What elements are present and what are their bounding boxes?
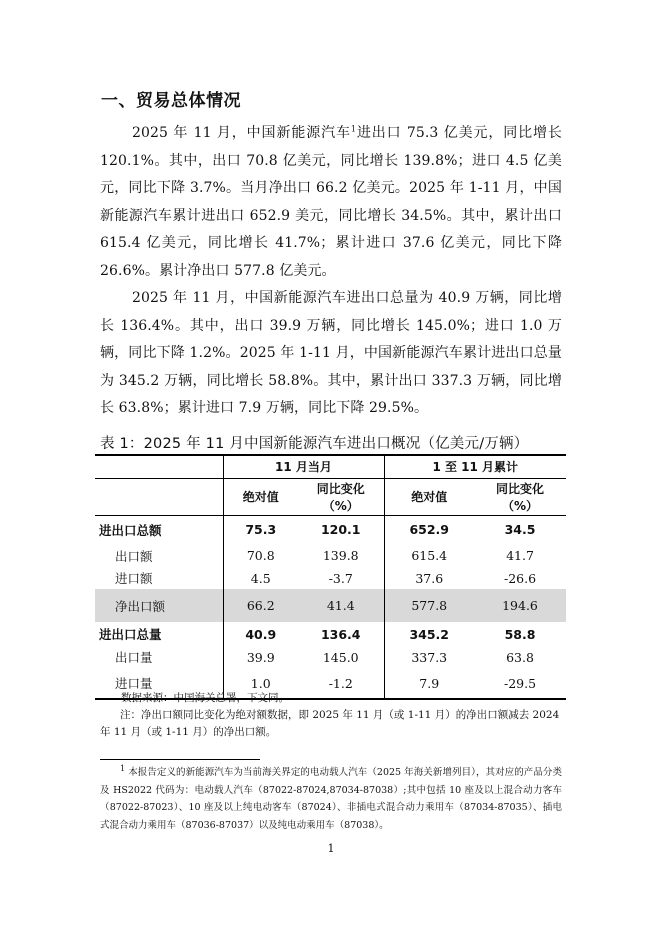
cell-value: 37.6 <box>384 567 474 589</box>
col-header-yoy-month <box>298 478 384 515</box>
cell-value: 58.8 <box>504 626 536 642</box>
cell-value: -3.7 <box>328 570 353 586</box>
cell-value: -26.6 <box>503 570 537 586</box>
table-corner-cell <box>95 455 223 478</box>
row-label: 出口额 <box>115 548 153 564</box>
paragraph-trade-value-start: 2025 年 11 月，中国新能源汽车 <box>132 125 351 141</box>
row-label: 进出口总量 <box>99 627 162 642</box>
row-label: 净出口额 <box>95 589 223 622</box>
footnote-divider <box>100 759 260 760</box>
cell-value: 4.5 <box>223 567 298 589</box>
cell-value: 63.8 <box>506 649 534 665</box>
footnote-text: 本报告定义的新能源汽车为当前海关界定的电动载人汽车（2025 年海关新增列目），其对应的产品分类及 HS2022 代码为：电动载人汽车（87022-87024,87034-87038）;其中包括 10 座及以上混合动力客车（87022-87023）、10 座及以上纯电动客车（87024）、非插电式混合动力乘用车（87034-87035）、插电式混合动力乘用车（87036-87037）以及纯电动乘用车（87038）。 <box>100 767 562 831</box>
table-row <box>95 544 566 567</box>
col-header-yoy-cum-l2: （%） <box>501 498 539 513</box>
col-header-yoy-cumulative <box>474 478 566 515</box>
table-row <box>95 567 566 589</box>
cell-value: 7.9 <box>384 668 474 699</box>
paragraph-trade-value <box>100 120 562 286</box>
cell-value: 345.2 <box>384 622 474 646</box>
row-label: 进口量 <box>95 668 223 699</box>
cell-value: -29.5 <box>474 668 566 699</box>
footnote-number: 1 <box>120 763 126 773</box>
cell-value: 337.3 <box>384 646 474 668</box>
col-header-yoy-month-l2: （%） <box>322 498 359 513</box>
table-group-header-row <box>95 455 566 478</box>
table-row-highlighted <box>95 589 566 622</box>
row-label: 进口额 <box>115 571 153 586</box>
row-label: 出口量 <box>115 650 153 665</box>
cell-value: 136.4 <box>320 626 361 642</box>
cell-value: 75.3 <box>223 515 298 544</box>
page-number: 1 <box>327 842 335 855</box>
cell-value: 1.0 <box>223 668 298 699</box>
table-row <box>95 515 566 544</box>
row-label: 进出口总额 <box>99 522 162 538</box>
col-header-yoy-cum-l1: 同比变化 <box>495 481 544 496</box>
table-row <box>95 622 566 646</box>
cell-value: 41.4 <box>298 589 384 622</box>
table-caption: 表 1：2025 年 11 月中国新能源汽车进出口概况（亿美元/万辆） <box>100 436 529 452</box>
cell-value: 34.5 <box>504 522 536 538</box>
table-column-header-row <box>95 478 566 515</box>
cell-value: 139.8 <box>322 548 359 563</box>
footnote <box>100 764 562 834</box>
cell-value: 120.1 <box>320 522 361 538</box>
group-header-cumulative: 1 至 11 月累计 <box>384 455 566 478</box>
paragraph-trade-value-rest: 进出口 75.3 亿美元，同比增长 120.1%。其中，出口 70.8 亿美元，同比增长 139.8%；进口 4.5 亿美元，同比下降 3.7%。当月净出口 66.2 亿美元。2025 年 1-11 月，中国新能源汽车累计进出口 652.9 美元，同比增长 34.5%。其中，累计出口 615.4 亿美元，同比增长 41.7%；累计进口 37.6 亿美元，同比下降 26.6%。累计净出口 577.8 亿美元。 <box>100 125 562 279</box>
table-source-note: 数据来源：中国海关总署，下文同。 <box>121 692 289 704</box>
table-row <box>95 646 566 668</box>
cell-value: 70.8 <box>223 544 298 567</box>
cell-value: 194.6 <box>474 589 566 622</box>
cell-value: 66.2 <box>223 589 298 622</box>
cell-value: 652.9 <box>384 515 474 544</box>
cell-value: 577.8 <box>384 589 474 622</box>
col-header-abs-month: 绝对值 <box>223 478 298 515</box>
col-header-abs-cumulative: 绝对值 <box>384 478 474 515</box>
table-label-header <box>95 478 223 515</box>
paragraph-trade-volume: 2025 年 11 月，中国新能源汽车进出口总量为 40.9 万辆，同比增长 136.4%。其中，出口 39.9 万辆，同比增长 145.0%；进口 1.0 万辆，同比下降 1.2%。2025 年 1-11 月，中国新能源汽车累计进出口总量为 345.2 万辆，同比增长 58.8%。其中，累计出口 337.3 万辆，同比增长 63.8%；累计进口 7.9 万辆，同比下降 29.5%。 <box>100 290 562 417</box>
cell-value: -1.2 <box>298 668 384 699</box>
cell-value: 615.4 <box>384 544 474 567</box>
col-header-yoy-month-l1: 同比变化 <box>316 481 365 496</box>
group-header-month: 11 月当月 <box>223 455 384 478</box>
table-explanatory-note: 注：净出口额同比变化为绝对额数据，即 2025 年 11 月（或 1-11 月）的净出口额减去 2024 年 11 月（或 1-11 月）的净出口额。 <box>100 709 560 738</box>
section-heading: 一、贸易总体情况 <box>101 91 241 111</box>
cell-value: 39.9 <box>223 646 298 668</box>
cell-value: 41.7 <box>506 548 534 563</box>
footnote-ref[interactable]: 1 <box>350 124 357 134</box>
cell-value: 145.0 <box>322 649 359 665</box>
cell-value: 40.9 <box>223 622 298 646</box>
trade-overview-table <box>95 454 566 700</box>
